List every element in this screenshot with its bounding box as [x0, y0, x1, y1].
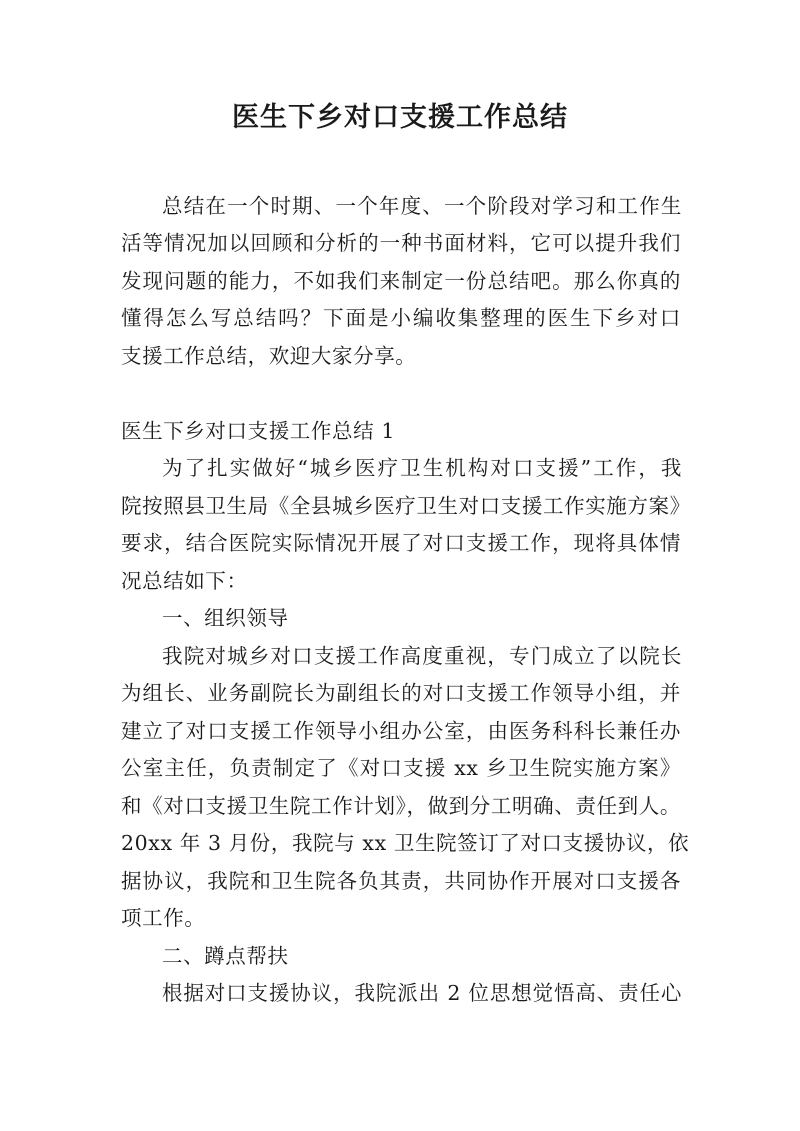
text-line: 况总结如下：	[121, 569, 248, 593]
text-line: 要求，结合医院实际情况开展了对口支援工作，现将具体情	[121, 531, 681, 555]
text-line: 20xx 年 3 月份，我院与 xx 卫生院签订了对口支援协议，依	[121, 831, 690, 855]
text-line: 我院对城乡对口支援工作高度重视，专门成立了以院长	[162, 644, 682, 668]
text-line: 院按照县卫生局《全县城乡医疗卫生对口支援工作实施方案》	[121, 494, 691, 518]
text-line: 支援工作总结，欢迎大家分享。	[121, 344, 417, 368]
text-line: 总结在一个时期、一个年度、一个阶段对学习和工作生	[162, 194, 682, 218]
text-line: 建立了对口支援工作领导小组办公室，由医务科科长兼任办	[121, 719, 681, 743]
text-line: 为了扎实做好“城乡医疗卫生机构对口支援”工作，我	[162, 456, 682, 480]
subheading: 一、组织领导	[162, 606, 289, 630]
text-line: 发现问题的能力，不如我们来制定一份总结吧。那么你真的	[121, 269, 681, 293]
subheading: 二、蹲点帮扶	[162, 944, 289, 968]
text-line: 和《对口支援卫生院工作计划》，做到分工明确、责任到人。	[121, 794, 681, 818]
text-line: 据协议，我院和卫生院各负其责，共同协作开展对口支援各	[121, 869, 681, 893]
text-line: 项工作。	[121, 906, 206, 930]
section-heading: 医生下乡对口支援工作总结 1	[121, 419, 395, 443]
document-title: 医生下乡对口支援工作总结	[232, 102, 568, 133]
text-line: 根据对口支援协议，我院派出 2 位思想觉悟高、责任心	[162, 981, 682, 1005]
text-line: 活等情况加以回顾和分析的一种书面材料，它可以提升我们	[121, 231, 681, 255]
text-line: 为组长、业务副院长为副组长的对口支援工作领导小组，并	[121, 681, 681, 705]
text-line: 公室主任，负责制定了《对口支援 xx 乡卫生院实施方案》	[121, 756, 681, 780]
text-line: 懂得怎么写总结吗？下面是小编收集整理的医生下乡对口	[121, 306, 681, 330]
